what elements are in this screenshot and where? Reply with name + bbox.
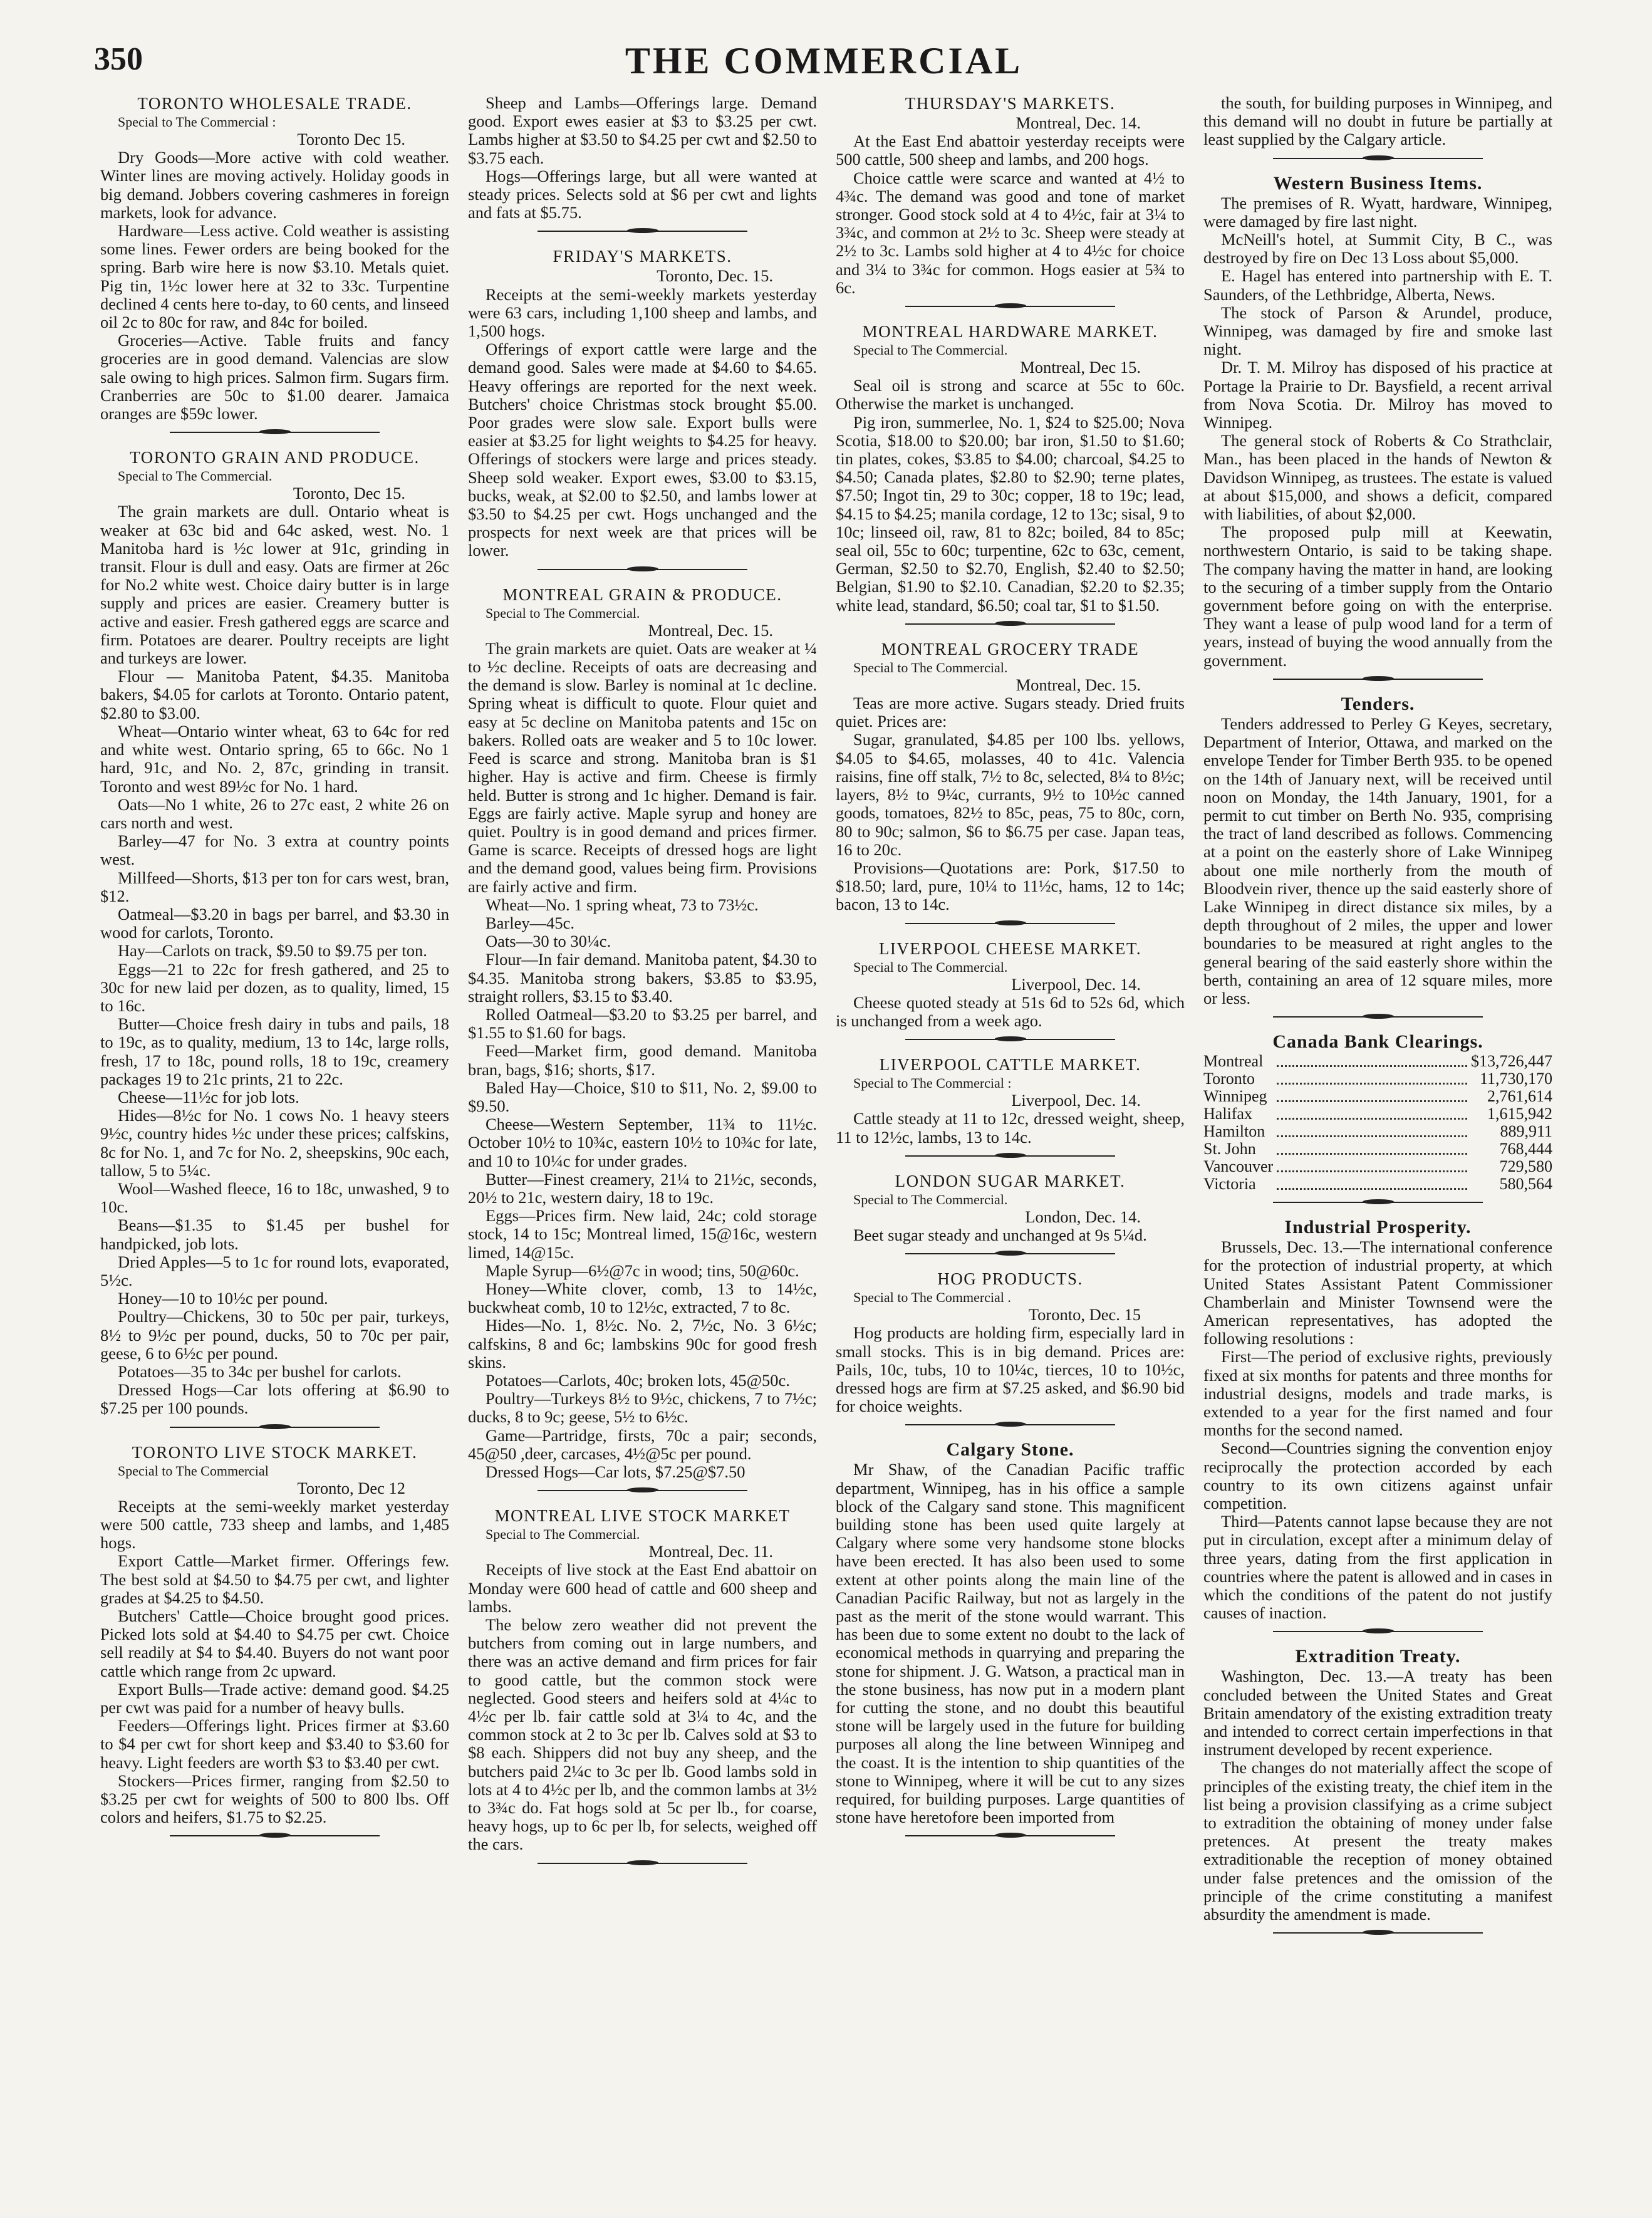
- clearings-city: Montreal: [1203, 1052, 1264, 1071]
- column-2: [468, 94, 817, 2180]
- article-byline: Special to The Commercial.: [853, 659, 1008, 675]
- article-separator: [905, 1039, 1114, 1044]
- article-paragraph: The stock of Parson & Arundel, produce, Winnipeg, was damaged by fire and smoke last night.: [1203, 303, 1552, 359]
- article-paragraph: Eggs—21 to 22c for fresh gathered, and 25 to 30c for new laid per dozen, as to quality, limed, 15 to 16c.: [100, 959, 449, 1015]
- article-paragraph: Groceries—Active. Table fruits and fancy groceries are in good demand. Valencias are slow sale owing to high prices. Salmon firm. Sugars firm. Cranberries are 50c to $1.00 dearer. Jamaica oranges are $59c lower.: [100, 331, 449, 424]
- article-title: MONTREAL LIVE STOCK MARKET: [494, 1506, 791, 1526]
- columns: [100, 94, 1554, 2180]
- article: [1203, 1647, 1552, 1924]
- article-paragraph: Wheat—Ontario winter wheat, 63 to 64c for red and white west. Ontario spring, 65 to 66c. No 1 hard, 91c, and No. 2, 87c, grinding in transit. Toronto and west 89½c for No. 1 hard.: [100, 721, 449, 796]
- clearings-city: Vancouver: [1203, 1157, 1274, 1176]
- article-paragraph: Hides—8½c for No. 1 cows No. 1 heavy steers 9½c, country hides ½c under these prices; calfskins, 8c for No. 1, and 7c for No. 2, sheepskins, 90c each, tallow, 5 to 5¼c.: [100, 1106, 449, 1180]
- article-dateline: London, Dec. 14.: [1025, 1207, 1141, 1226]
- article-paragraph: Wheat—No. 1 spring wheat, 73 to 73½c.: [486, 895, 759, 914]
- article-paragraph: Poultry—Chickens, 30 to 50c per pair, turkeys, 8½ to 9½c per pound, ducks, 50 to 70c per pair, geese, 6 to 6½c per pound.: [100, 1307, 449, 1363]
- article-paragraph: Hogs—Offerings large, but all were wanted at steady prices. Selects sold at $6 per cwt and lights and fats at $5.75.: [468, 166, 817, 222]
- article-paragraph: Oats—30 to 30¼c.: [486, 932, 611, 951]
- article-title: TORONTO WHOLESALE TRADE.: [137, 94, 412, 113]
- article-title: LIVERPOOL CATTLE MARKET.: [879, 1055, 1141, 1075]
- article-dateline: Liverpool, Dec. 14.: [1011, 1091, 1141, 1110]
- article: [100, 448, 449, 1417]
- clearings-leader: [1273, 1123, 1471, 1140]
- article-paragraph: Dry Goods—More active with cold weather. Winter lines are moving actively. Holiday goods in big demand. Jobbers covering cashmeres in foreign markets, look for advance.: [100, 148, 449, 222]
- column-4: [1203, 94, 1552, 2180]
- article-paragraph: Dr. T. M. Milroy has disposed of his practice at Portage la Prairie to Dr. Baysfield, a recent arrival from Nova Scotia. Dr. Milroy has moved to Winnipeg.: [1203, 358, 1552, 432]
- article-dateline: Montreal, Dec 15.: [1020, 358, 1141, 377]
- article-paragraph: the south, for building purposes in Winnipeg, and this demand will no doubt in future be partially at least supplied by the Calgary article.: [1203, 94, 1552, 149]
- article-separator: [538, 231, 747, 236]
- article-paragraph: Washington, Dec. 13.—A treaty has been concluded between the United States and Great Britain amendatory of the existing extradition treaty and intended to correct certain imperfections in that instrument developed by recent experience.: [1203, 1667, 1552, 1759]
- article-paragraph: Millfeed—Shorts, $13 per ton for cars west, bran, $12.: [100, 868, 449, 905]
- article-separator: [905, 923, 1114, 928]
- article-paragraph: Honey—White clover, comb, 13 to 14½c, buckwheat comb, 10 to 12½c, extracted, 7 to 8c.: [468, 1279, 817, 1317]
- article-separator: [905, 1155, 1114, 1160]
- article-paragraph: Barley—45c.: [486, 913, 575, 932]
- article-paragraph: Cheese—Western September, 11¾ to 11½c. October 10½ to 10¾c, eastern 10½ to 10¾c for late, and 10 to 10¼c for under grades.: [468, 1115, 817, 1170]
- article-separator: [905, 1253, 1114, 1258]
- article: [836, 640, 1185, 914]
- article-title: FRIDAY'S MARKETS.: [553, 247, 732, 266]
- article-separator: [170, 432, 379, 437]
- article-dateline: Montreal, Dec. 14.: [1016, 113, 1141, 132]
- article-paragraph: Third—Patents cannot lapse because they are not put in circulation, except after a minimum delay of three years, dating from the first application in countries where the patent is allowed and in cases in which the conditions of the patent do not justify causes of inaction.: [1203, 1512, 1552, 1623]
- article-paragraph: Export Cattle—Market firmer. Offerings few. The best sold at $4.50 to $4.75 per cwt, and lighter grades at $4.25 to $4.50.: [100, 1551, 449, 1607]
- article-paragraph: Hog products are holding firm, especially lard in small stocks. This is in big demand. Prices are: Pails, 10c, tubs, 10 to 10¼c, tierces, 10 to 10½c, dressed hogs are firm at $7.25 asked, and $6.90 bid for choice weights.: [836, 1323, 1185, 1416]
- clearings-city: St. John: [1203, 1140, 1256, 1158]
- article-paragraph: Sugar, granulated, $4.85 per 100 lbs. yellows, $4.05 to $4.65, molasses, 40 to 41c. Valencia raisins, fine off stalk, 7½ to 8c, selected, 8¼ to 8½c; layers, 8½ to 9¼c, currants, 9½ to 10½c canned goods, tomatoes, 82½ to 85c, peas, 75 to 80c, corn, 80 to 90c; salmon, $6 to $6.75 per case. Japan teas, 16 to 20c.: [836, 730, 1185, 859]
- article-paragraph: Seal oil is strong and scarce at 55c to 60c. Otherwise the market is unchanged.: [836, 376, 1185, 414]
- article: [836, 1440, 1185, 1826]
- article-paragraph: Cattle steady at 11 to 12c, dressed weight, sheep, 11 to 12½c, lambs, 13 to 14c.: [836, 1109, 1185, 1147]
- article-paragraph: Dried Apples—5 to 1c for round lots, evaporated, 5½c.: [100, 1252, 449, 1289]
- article-byline: Special to The Commercial .: [853, 1289, 1011, 1306]
- clearings-leader: [1273, 1175, 1471, 1193]
- article-paragraph: The grain markets are dull. Ontario wheat is weaker at 63c bid and 64c asked, west. No. 1 Manitoba hard is ½c lower at 91c, grinding in transit. Flour is dull and easy. Oats are firmer at 26c for No.2 white west. Choice dairy butter is in large supply and prices are easier. Creamery butter is active and easier. Fresh gathered eggs are scarce and firm. Potatoes are dearer. Poultry receipts are light and turkeys are lower.: [100, 502, 449, 668]
- article-separator: [905, 306, 1114, 311]
- article-paragraph: Honey—10 to 10½c per pound.: [118, 1289, 328, 1308]
- article-title: LONDON SUGAR MARKET.: [895, 1171, 1126, 1190]
- article-title: Tenders.: [1341, 693, 1415, 714]
- article-dateline: Liverpool, Dec. 14.: [1011, 974, 1141, 994]
- article-paragraph: Second—Countries signing the convention enjoy reciprocally the protection accorded by each country to its own citizens against unfair competition.: [1203, 1439, 1552, 1513]
- article-byline: Special to The Commercial :: [853, 1075, 1012, 1091]
- clearings-row: [1203, 1088, 1552, 1105]
- article-paragraph: Maple Syrup—6½@7c in wood; tins, 50@60c.: [486, 1261, 799, 1280]
- clearings-amount: 2,761,614: [1487, 1087, 1552, 1106]
- article: [1203, 174, 1552, 670]
- article-separator: [170, 1835, 379, 1840]
- article-byline: Special to The Commercial.: [853, 342, 1008, 358]
- clearings-row: [1203, 1175, 1552, 1193]
- article-separator: [538, 569, 747, 574]
- article-paragraph: The below zero weather did not prevent the butchers from coming out in large numbers, and there was an active demand and firm prices for fair to good cattle, but the common stock were neglected. Good steers and heifers sold at 4¼c to 4½c per lb. fair cattle sold at 3¼ to 4c, and the common stock at 2 to 3c per lb. Calves sold at $3 to $8 each. Shippers did not buy any sheep, and the butchers paid 2¼c to 3c per lb. Good lambs sold in lots at 4 to 4½c per lb, and the common lambs at 3½ to 3¾c do. Fat hogs sold at 5c per lb., for coarse, heavy hogs, up to 6c per lb, for selects, weighed off the cars.: [468, 1615, 817, 1854]
- article-title: HOG PRODUCTS.: [937, 1269, 1083, 1289]
- article-title: Calgary Stone.: [946, 1439, 1074, 1460]
- article-paragraph: Cheese—11½c for job lots.: [118, 1087, 299, 1106]
- article-separator: [905, 1424, 1114, 1429]
- article-dateline: Montreal, Dec. 15.: [1016, 675, 1141, 694]
- clearings-leader: [1273, 1053, 1471, 1070]
- article-title: Western Business Items.: [1273, 172, 1483, 194]
- article-paragraph: Game—Partridge, firsts, 70c a pair; seconds, 45@50 ,deer, carcases, 4½@5c per pound.: [468, 1425, 817, 1463]
- article: [1203, 695, 1552, 1007]
- article-paragraph: Pig iron, summerlee, No. 1, $24 to $25.00; Nova Scotia, $18.00 to $20.00; bar iron, $1.50 to $1.60; tin plates, cokes, $3.85 to $4.00; charcoal, $4.25 to $4.50; Canada plates, $2.80 to $2.90; terne plates, $7.50; Ingot tin, 29 to 30c; copper, 18 to 19c; lead, $4.15 to $4.25; manila cordage, 12 to 13c; sisal, 9 to 10c; linseed oil, raw, 81 to 82c; boiled, 84 to 85c; seal oil, 55c to 60c; turpentine, 62c to 63c, cement, German, $2.50 to $2.70, English, $2.40 to $2.50; Belgian, $1.90 to $2.10. Canadian, $2.20 to $2.35; white lead, standard, $6.50; coal tar, $1 to $1.50.: [836, 412, 1185, 615]
- clearings-amount: $13,726,447: [1471, 1052, 1552, 1071]
- clearings-amount: 729,580: [1499, 1157, 1552, 1176]
- column-1: [100, 94, 449, 2180]
- article-title: MONTREAL GROCERY TRADE: [881, 639, 1140, 659]
- article: [1203, 1218, 1552, 1622]
- article-paragraph: Baled Hay—Choice, $10 to $11, No. 2, $9.00 to $9.50.: [468, 1078, 817, 1115]
- article-paragraph: Flour—In fair demand. Manitoba patent, $4.30 to $4.35. Manitoba strong bakers, $3.85 to $3.95, straight rollers, $3.15 to $3.40.: [468, 950, 817, 1006]
- article-title: LIVERPOOL CHEESE MARKET.: [878, 939, 1142, 958]
- article-separator: [905, 1835, 1114, 1840]
- clearings-amount: 889,911: [1500, 1122, 1552, 1141]
- article-paragraph: Receipts at the semi-weekly market yesterday were 500 cattle, 733 sheep and lambs, and 1,485 hogs.: [100, 1496, 449, 1553]
- article-dateline: Toronto Dec 15.: [297, 130, 405, 148]
- article: [836, 939, 1185, 1031]
- clearings-leader: [1273, 1140, 1471, 1158]
- clearings-row: [1203, 1158, 1552, 1175]
- article-separator: [1273, 1932, 1482, 1937]
- article-paragraph: Barley—47 for No. 3 extra at country points west.: [100, 831, 449, 869]
- article-paragraph: Dressed Hogs—Car lots offering at $6.90 to $7.25 per 100 pounds.: [100, 1380, 449, 1418]
- clearings-leader: [1273, 1088, 1471, 1105]
- article-paragraph: Choice cattle were scarce and wanted at 4½ to 4¾c. The demand was good and tone of market stronger. Good stock sold at 4 to 4½c, fair at 3¼ to 3¾c, and common at 2½ to 3c. Sheep were steady at 2½ to 3c. Lambs sold higher at 4 to 4½c for choice and 3¼ to 3¾c for common. Hogs easier at 5¾ to 6c.: [836, 168, 1185, 297]
- article-dateline: Toronto, Dec 15.: [293, 484, 405, 503]
- article-paragraph: Export Bulls—Trade active: demand good. $4.25 per cwt was paid for a number of heavy bulls.: [100, 1679, 449, 1717]
- article-paragraph: E. Hagel has entered into partnership with E. T. Saunders, of the Lethbridge, Alberta, News.: [1203, 266, 1552, 304]
- article-dateline: Toronto, Dec 12: [297, 1478, 405, 1497]
- clearings-amount: 768,444: [1499, 1140, 1552, 1158]
- article-separator: [1273, 1016, 1482, 1021]
- article: [836, 1055, 1185, 1147]
- article-title: Industrial Prosperity.: [1284, 1217, 1472, 1238]
- article: [100, 94, 449, 423]
- clearings-city: Toronto: [1203, 1070, 1255, 1088]
- clearings-leader: [1273, 1105, 1471, 1123]
- article-paragraph: First—The period of exclusive rights, previously fixed at six months for patents and three months for industrial designs, models and trade marks, is extended to a year for the first named and four months for the second named.: [1203, 1347, 1552, 1440]
- article: [468, 247, 817, 560]
- clearings-amount: 580,564: [1499, 1175, 1552, 1194]
- article-title: Extradition Treaty.: [1295, 1646, 1461, 1667]
- article-separator: [170, 1427, 379, 1432]
- article-separator: [905, 623, 1114, 628]
- article-paragraph: Tenders addressed to Perley G Keyes, secretary, Department of Interior, Ottawa, and marked on the envelope Tender for Timber Berth 935. to be opened on the 14th of January next, will be received until noon on Monday, the 14th January, 1901, for a permit to cut timber on Berth No. 935, comprising the tract of land described as follows. Commencing at a point on the easterly shore of Lake Winnipeg about one mile northerly from the mouth of Bloodvein river, thence up the said easterly shore of Lake Winnipeg in direct distance six miles, by a depth throughout of 2 miles, the upper and lower boundaries to be measured at right angles to the general bearing of the said easterly shore within the berth, containing an area of 12 square miles, more or less.: [1203, 714, 1552, 1007]
- article-dateline: Montreal, Dec. 11.: [648, 1542, 773, 1561]
- article-paragraph: Potatoes—Carlots, 40c; broken lots, 45@50c.: [486, 1371, 790, 1390]
- article: [468, 1506, 817, 1853]
- article-title: MONTREAL GRAIN & PRODUCE.: [502, 585, 782, 604]
- article-dateline: Montreal, Dec. 15.: [648, 620, 773, 640]
- article-paragraph: Butchers' Cattle—Choice brought good prices. Picked lots sold at $4.40 to $4.75 per cwt. Choice sell readily at $4 to $4.40. Buyers do not want poor cattle which range from 2c upward.: [100, 1606, 449, 1680]
- clearings-city: Winnipeg: [1203, 1087, 1267, 1106]
- article-paragraph: Hay—Carlots on track, $9.50 to $9.75 per ton.: [118, 941, 427, 961]
- article-separator: [538, 1863, 747, 1868]
- article-paragraph: Oats—No 1 white, 26 to 27c east, 2 white 26 on cars north and west.: [100, 794, 449, 832]
- article: [836, 1172, 1185, 1244]
- article-paragraph: Hardware—Less active. Cold weather is assisting some lines. Fewer orders are being booked for the spring. Barb wire here is now $3.10. Metals quiet. Pig tin, 1½c lower here at 32 to 33c. Turpentine declined 4 cents here to-day, to 60 cents, and linseed oil 2c to 80c for raw, and 84c for boiled.: [100, 221, 449, 332]
- article: [468, 94, 817, 222]
- article-paragraph: The proposed pulp mill at Keewatin, northwestern Ontario, is said to be taking shape. The company having the matter in hand, are looking to the securing of a timber supply from the Ontario government before going on with the enterprise. They want a lease of pulp wood land for a term of years, instead of buying the wood annually from the government.: [1203, 523, 1552, 670]
- article-paragraph: Poultry—Turkeys 8½ to 9½c, chickens, 7 to 7½c; ducks, 8 to 9c; geese, 5½ to 6½c.: [468, 1389, 817, 1427]
- clearings-leader: [1273, 1158, 1471, 1175]
- article-paragraph: At the East End abattoir yesterday receipts were 500 cattle, 500 sheep and lambs, and 200 hogs.: [836, 132, 1185, 169]
- article-paragraph: The changes do not materially affect the scope of principles of the existing treaty, the chief item in the list being a provision classifying as a crime subject to extradition the obtaining of money under false pretences. At present the treaty makes extraditionable the reception of money obtained under false pretences and the omission of the principle of the crime constituting a manifest absurdity the amendment is made.: [1203, 1758, 1552, 1924]
- article-paragraph: Rolled Oatmeal—$3.20 to $3.25 per barrel, and $1.55 to $1.60 for bags.: [468, 1004, 817, 1043]
- clearings-title: Canada Bank Clearings.: [1272, 1031, 1483, 1053]
- clearings-amount: 1,615,942: [1487, 1105, 1552, 1123]
- article-byline: Special to The Commercial.: [486, 605, 640, 621]
- article-dateline: Toronto, Dec. 15.: [657, 266, 773, 286]
- article-separator: [1273, 1631, 1482, 1636]
- article-separator: [538, 1490, 747, 1495]
- page-header: [94, 28, 1554, 81]
- article-paragraph: The grain markets are quiet. Oats are weaker at ¼ to ½c decline. Receipts of oats are decreasing and the demand is slow. Barley is nominal at 1c decline. Spring wheat is difficult to quote. Flour quiet and easy at 5c decline on Manitoba patents and 15c on bakers. Rolled oats are weaker and 5 to 10c lower. Feed is scarce and strong. Manitoba bran is $1 higher. Hay is active and firm. Cheese is firmly held. Butter is strong and 1c higher. Demand is fair. Eggs are fairly active. Maple syrup and honey are quiet. Poultry is in good demand and prices firmer. Game is scarce. Receipts of dressed hogs are light and the demand good, values being firm. Provisions are fairly active and firm.: [468, 638, 817, 896]
- article-paragraph: Sheep and Lambs—Offerings large. Demand good. Export ewes easier at $3 to $3.25 per cwt. Lambs higher at $3.50 to $4.25 per cwt and $2.50 to $3.75 each.: [468, 94, 817, 167]
- article-paragraph: Feeders—Offerings light. Prices firmer at $3.60 to $4 per cwt for short keep and $3.40 to $3.60 for heavy. Light feeders are worth $3 to $3.40 per cwt.: [100, 1716, 449, 1772]
- clearings-row: [1203, 1105, 1552, 1123]
- article-byline: Special to The Commercial.: [118, 468, 273, 484]
- article-paragraph: Hides—No. 1, 8½c. No. 2, 7½c, No. 3 6½c; calfskins, 8 and 6c; lambskins 90c for good fresh skins.: [468, 1316, 817, 1372]
- article-byline: Special to The Commercial :: [118, 114, 276, 130]
- page-number: 350: [94, 41, 143, 77]
- masthead: THE COMMERCIAL: [625, 40, 1023, 81]
- article-paragraph: Butter—Choice fresh dairy in tubs and pails, 18 to 19c, as to quality, medium, 13 to 14c, large rolls, fresh, 17 to 18c, pound rolls, 18 to 19c, creamery packages 19 to 21c prints, 21 to 22c.: [100, 1014, 449, 1088]
- clearings-leader: [1273, 1070, 1471, 1088]
- article: [836, 322, 1185, 615]
- clearings-table: [1203, 1053, 1552, 1193]
- clearings-city: Victoria: [1203, 1175, 1256, 1194]
- clearings-city: Hamilton: [1203, 1122, 1265, 1141]
- article-paragraph: Receipts at the semi-weekly markets yesterday were 63 cars, including 1,100 sheep and lambs, and 1,500 hogs.: [468, 284, 817, 341]
- article-paragraph: Feed—Market firm, good demand. Manitoba bran, bags, $16; shorts, $17.: [468, 1041, 817, 1079]
- article-byline: Special to The Commercial.: [853, 959, 1008, 975]
- article-byline: Special to The Commercial: [118, 1462, 269, 1479]
- article-paragraph: Mr Shaw, of the Canadian Pacific traffic department, Winnipeg, has in his office a sample block of the Calgary sand stone. This magnificent building stone has been used quite largely at Calgary where some very handsome stone blocks have been erected. It has also been used to some extent at other points along the main line of the Canadian Pacific Railway, but not as largely in the past as the merit of the stone would warrant. This has been due to some extent no doubt to the lack of economical methods in quarrying and preparing the stone for shipment. J. G. Watson, a practical man in the stone business, has now put in a modern plant for cutting the stone, and no doubt this beautiful stone will be largely used in the future for building purposes all along the line between Winnipeg and the coast. It is the intention to ship quantities of the stone to Winnipeg, where it will be cut to any sizes required, for building purposes. Large quantities of stone have heretofore been imported from: [836, 1460, 1185, 1827]
- article-paragraph: Oatmeal—$3.20 in bags per barrel, and $3.30 in wood for carlots, Toronto.: [100, 904, 449, 942]
- bank-clearings: [1203, 1033, 1552, 1193]
- article-paragraph: The premises of R. Wyatt, hardware, Winnipeg, were damaged by fire last night.: [1203, 193, 1552, 231]
- article: [836, 1269, 1185, 1415]
- clearings-row: [1203, 1053, 1552, 1070]
- article-paragraph: The general stock of Roberts & Co Strathclair, Man., has been placed in the hands of Newton & Davidson Winnipeg, as trustees. The estate is valued at about $15,000, and shows a deficit, compared with liabilities, of about $2,000.: [1203, 431, 1552, 524]
- article-byline: Special to The Commercial.: [853, 1191, 1008, 1207]
- clearings-row: [1203, 1140, 1552, 1158]
- clearings-city: Halifax: [1203, 1105, 1252, 1123]
- article-paragraph: Teas are more active. Sugars steady. Dried fruits quiet. Prices are:: [836, 694, 1185, 731]
- article-paragraph: Dressed Hogs—Car lots, $7.25@$7.50: [486, 1462, 745, 1482]
- clearings-row: [1203, 1070, 1552, 1088]
- article-title: THURSDAY'S MARKETS.: [905, 94, 1116, 113]
- article-paragraph: Flour — Manitoba Patent, $4.35. Manitoba bakers, $4.05 for carlots at Toronto. Ontario patent, $2.80 to $3.00.: [100, 667, 449, 722]
- article-paragraph: Cheese quoted steady at 51s 6d to 52s 6d, which is unchanged from a week ago.: [836, 992, 1185, 1030]
- article-paragraph: Brussels, Dec. 13.—The international conference for the protection of industrial property, at which United States Assistant Patent Commissioner Chamberlain and Minister Townsend were the American representatives, has adopted the following resolutions :: [1203, 1237, 1552, 1348]
- article-paragraph: McNeill's hotel, at Summit City, B C., was destroyed by fire on Dec 13 Loss about $5,000.: [1203, 230, 1552, 268]
- article-separator: [1273, 679, 1482, 684]
- article-paragraph: Stockers—Prices firmer, ranging from $2.50 to $3.25 per cwt for weights of 500 to 800 lbs. Off colors and heifers, $1.75 to $2.25.: [100, 1771, 449, 1827]
- article-paragraph: Provisions—Quotations are: Pork, $17.50 to $18.50; lard, pure, 10¼ to 11½c, hams, 12 to 14c; bacon, 13 to 14c.: [836, 858, 1185, 914]
- column-3: [836, 94, 1185, 2180]
- article-dateline: Toronto, Dec. 15: [1028, 1305, 1141, 1325]
- article: [100, 1443, 449, 1827]
- article-paragraph: Butter—Finest creamery, 21¼ to 21½c, seconds, 20½ to 21c, western dairy, 18 to 19c.: [468, 1169, 817, 1207]
- clearings-amount: 11,730,170: [1479, 1070, 1552, 1088]
- article-paragraph: Eggs—Prices firm. New laid, 24c; cold storage stock, 14 to 15c; Montreal limed, 15@16c, western limed, 14@15c.: [468, 1206, 817, 1262]
- article-paragraph: Beet sugar steady and unchanged at 9s 5¼d.: [853, 1225, 1147, 1244]
- article-title: MONTREAL HARDWARE MARKET.: [862, 322, 1158, 341]
- article: [836, 94, 1185, 297]
- article-title: TORONTO GRAIN AND PRODUCE.: [130, 448, 420, 467]
- article-separator: [1273, 158, 1482, 163]
- clearings-row: [1203, 1123, 1552, 1140]
- article: [468, 585, 817, 1482]
- article-byline: Special to The Commercial.: [486, 1526, 640, 1543]
- article-title: TORONTO LIVE STOCK MARKET.: [132, 1442, 418, 1462]
- article-paragraph: Wool—Washed fleece, 16 to 18c, unwashed, 9 to 10c.: [100, 1179, 449, 1217]
- article-paragraph: Potatoes—35 to 34c per bushel for carlots.: [118, 1362, 402, 1381]
- article-paragraph: Beans—$1.35 to $1.45 per bushel for handpicked, job lots.: [100, 1216, 449, 1253]
- article-paragraph: Offerings of export cattle were large and the demand good. Sales were made at $4.60 to $4.65. Heavy offerings are reported for the next week. Butchers' choice Christmas stock brought $5.00. Poor grades were slow sale. Export bulls were easier at $3.25 for light weights to $4.25 for heavy. Offerings of stockers were large and prices steady. Sheep sold weaker. Export ewes, $3.00 to $3.15, bucks, weak, at $2.00 to $2.50, and lambs lower at $3.50 to $4.25 per cwt. Hogs unchanged and the prospects for next week are that prices will be lower.: [468, 340, 817, 560]
- article: [1203, 94, 1552, 149]
- article-paragraph: Receipts of live stock at the East End abattoir on Monday were 600 head of cattle and 600 sheep and lambs.: [468, 1560, 817, 1616]
- article-separator: [1273, 1202, 1482, 1207]
